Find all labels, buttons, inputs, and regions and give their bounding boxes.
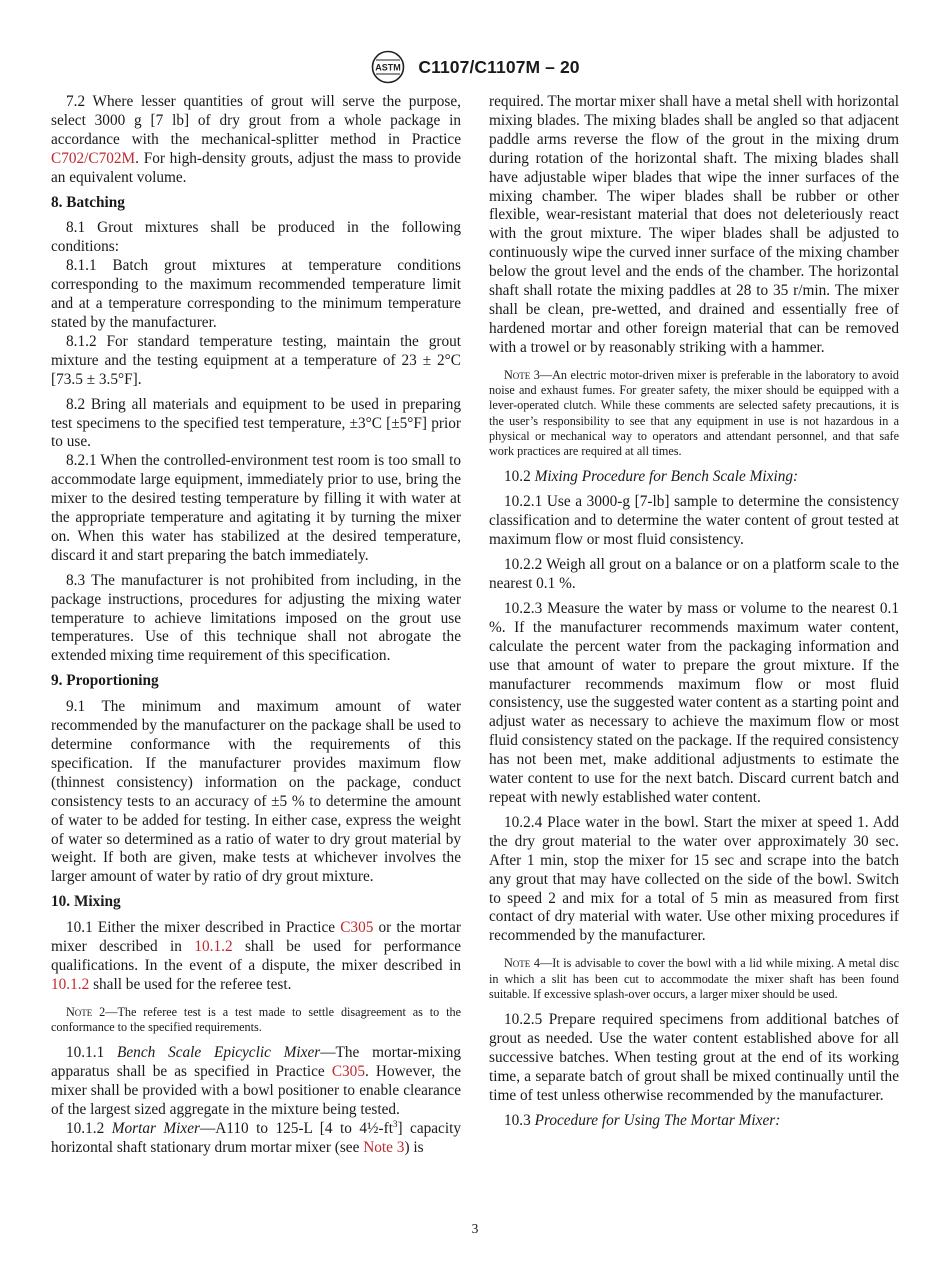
section-8-1-2: 8.1.2 For standard temperature testing, maintain the grout mixture and the testing equipment at a temperature of 23 ± 2°C [73.5 ± 3.5°F]. bbox=[51, 332, 461, 388]
section-8-1: 8.1 Grout mixtures shall be produced in the following conditions: bbox=[51, 219, 461, 256]
section-10-2: 10.2 Mixing Procedure for Bench Scale Mixing: bbox=[504, 468, 799, 486]
link-c305[interactable]: C305 bbox=[340, 919, 374, 937]
heading-batching: 8. Batching bbox=[51, 193, 125, 211]
link-note-3[interactable]: Note 3 bbox=[363, 1138, 405, 1156]
section-8-3: 8.3 The manufacturer is not prohibited from including, in the package instructions, procedures for adjusting the mixing water temperature to achieve limitations imposed on the grout use temperatures. Use of this technique shall not abrogate the extended mixing time requirement of this specification. bbox=[51, 571, 461, 665]
section-10-3: 10.3 Procedure for Using The Mortar Mixer: bbox=[504, 1111, 781, 1129]
section-10-1: 10.1 Either the mixer described in Practice C305 or the mortar mixer described in 10.1.2 shall be used for performance qualifications. In the event of a dispute, the mixer described in 10.1.2 shall be used for the referee test. bbox=[51, 919, 461, 993]
link-10-1-2[interactable]: 10.1.2 bbox=[194, 938, 233, 956]
left-column bbox=[51, 93, 461, 1164]
section-10-1-1: 10.1.1 Bench Scale Epicyclic Mixer—The mortar-mixing apparatus shall be as specified in Practice C305. However, the mixer shall be provided with a bowl positioner to enable clearance of the largest sized aggregate in the mixture being tested. bbox=[51, 1044, 461, 1119]
section-7-2: 7.2 Where lesser quantities of grout will serve the purpose, select 3000 g [7 lb] of dry grout from a whole package in accordance with the mechanical-splitter method in Practice C702/C702M. For high-density grouts, adjust the mass to provide an equivalent volume. bbox=[51, 93, 461, 186]
document-designation: C1107/C1107M – 20 bbox=[418, 56, 580, 77]
section-8-1-1: 8.1.1 Batch grout mixtures at temperature conditions corresponding to the maximum recommended temperature limit and at a temperature corresponding to the minimum temperature stated by the manufacturer. bbox=[51, 257, 461, 331]
astm-logo-icon bbox=[370, 50, 406, 84]
section-8-2-1: 8.2.1 When the controlled-environment test room is too small to accommodate large equipment, immediately prior to use, bring the mixer to the desired testing temperature by filling it with water at the appropriate temperature and agitating it by turning the mixer on. When this water has stabilized at the desired temperature, discard it and start preparing the batch immediately. bbox=[51, 452, 461, 564]
section-9-1: 9.1 The minimum and maximum amount of water recommended by the manufacturer on the package shall be used to determine conformance with the requirements of this specification. If the manufacturer provides maximum flow (thinnest consistency) information on the package, conduct consistency tests to an accuracy of ±5 % to determine the amount of water to be added for testing. In either case, express the weight of water so determined as a ratio of water to dry grout material by weight. If both are given, make tests at whichever involves the larger amount of water by ratio of dry grout mixture. bbox=[51, 698, 461, 886]
section-10-1-2: 10.1.2 Mortar Mixer—A110 to 125-L [4 to $4\frac{1}{2}-ft^3$] capacity horizontal shaft stationary drum mortar mixer (see Note 3) is bbox=[51, 1118, 461, 1156]
section-10-2-4: 10.2.4 Place water in the bowl. Start the mixer at speed 1. Add the dry grout material to the water over approximately 30 sec. After 1 min, stop the mixer for 15 sec and scrape into the batch any grout that may have collected on the side of the bowl. Switch to speed 2 and mix for a total of 5 min as measured from first contact of dry material with water. Use other mixing procedures if recommended by the manufacturer. bbox=[489, 813, 899, 945]
section-10-2-3: 10.2.3 Measure the water by mass or volume to the nearest 0.1 %. If the manufacturer recommends maximum water content, calculate the percent water from the packaging information and use that amount of water to prepare the grout mixture. If the manufacturer recommends maximum flow or most fluid consistency, use the suggested water content as a starting point and adjust water as necessary to achieve the maximum flow or most fluid consistency stated on the package. If the required consistency has not been met, make additional adjustments to estimate the water content to use for the next batch. Discard current batch and repeat with newly established water content. bbox=[489, 599, 899, 806]
link-10-1-2[interactable]: 10.1.2 bbox=[51, 975, 90, 993]
link-c702[interactable]: C702/C702M bbox=[51, 149, 136, 167]
section-10-2-2: 10.2.2 Weigh all grout on a balance or on a platform scale to the nearest 0.1 %. bbox=[489, 556, 899, 592]
section-10-1-2-continued: required. The mortar mixer shall have a metal shell with horizontal mixing blades. The mixing blades shall be angled so that adjacent paddle arms reverse the flow of the grout in the mixing drum during rotation of the horizontal shaft. The mixing blades shall have adjustable wiper blades that wipe the inner surfaces of the mixing chamber. The wiper blades shall be rubber or other flexible, wear-resistant material that does not deleteriously react with the grout mixture. The wiper blades shall be adjusted to continuously wipe the curved inner surface of the mixing chamber below the grout level and the ends of the chamber. The horizontal shaft shall rotate the mixing paddles at 28 to 35 r/min. The mixer shall be clean, pre-wetted, and drained and essentially free of hardened mortar and other foreign material that can be removed with a trowel or by reasonably striking with a hammer. bbox=[489, 93, 899, 356]
section-10-2-5: 10.2.5 Prepare required specimens from additional batches of grout as needed. Use the water content established above for all successive batches. When testing grout at the end of its working time, a separate batch of grout shall be mixed continually until the time of test unless otherwise recommended by the manufacturer. bbox=[489, 1011, 899, 1104]
note-4: Note 4—It is advisable to cover the bowl with a lid while mixing. A metal disc in which a slit has been cut to accommodate the mixer shaft has been found suitable. If excessive splash-over occurs, a larger mixer should be used. bbox=[489, 956, 900, 1001]
note-2: Note 2—The referee test is a test made to settle disagreement as to the conformance to the specified requirements. bbox=[51, 1004, 462, 1035]
heading-mixing: 10. Mixing bbox=[51, 893, 121, 911]
section-10-2-1: 10.2.1 Use a 3000-g [7-lb] sample to determine the consistency classification and to determine the water content of grout tested at maximum flow or most fluid consistency. bbox=[489, 493, 899, 549]
heading-proportioning: 9. Proportioning bbox=[51, 672, 159, 690]
right-column bbox=[489, 93, 899, 1137]
page-number: 3 bbox=[471, 1221, 479, 1236]
link-c305[interactable]: C305 bbox=[331, 1063, 365, 1081]
page-header bbox=[0, 50, 950, 84]
section-8-2: 8.2 Bring all materials and equipment to be used in preparing test specimens to the specified test temperature, ±3°C [±5°F] prior to use. bbox=[51, 395, 461, 451]
astm-logo-text: ASTM bbox=[375, 62, 402, 73]
note-3: Note 3—An electric motor-driven mixer is preferable in the laboratory to avoid noise and exhaust fumes. For greater safety, the mixer should be equipped with a lever-operated clutch. While these comments are selected safety precautions, it is the user’s responsibility to see that any equipment in use is not hazardous in a physical or mechanical way to operators and attendant personnel, and that safe work practices are required at all times. bbox=[489, 367, 899, 459]
